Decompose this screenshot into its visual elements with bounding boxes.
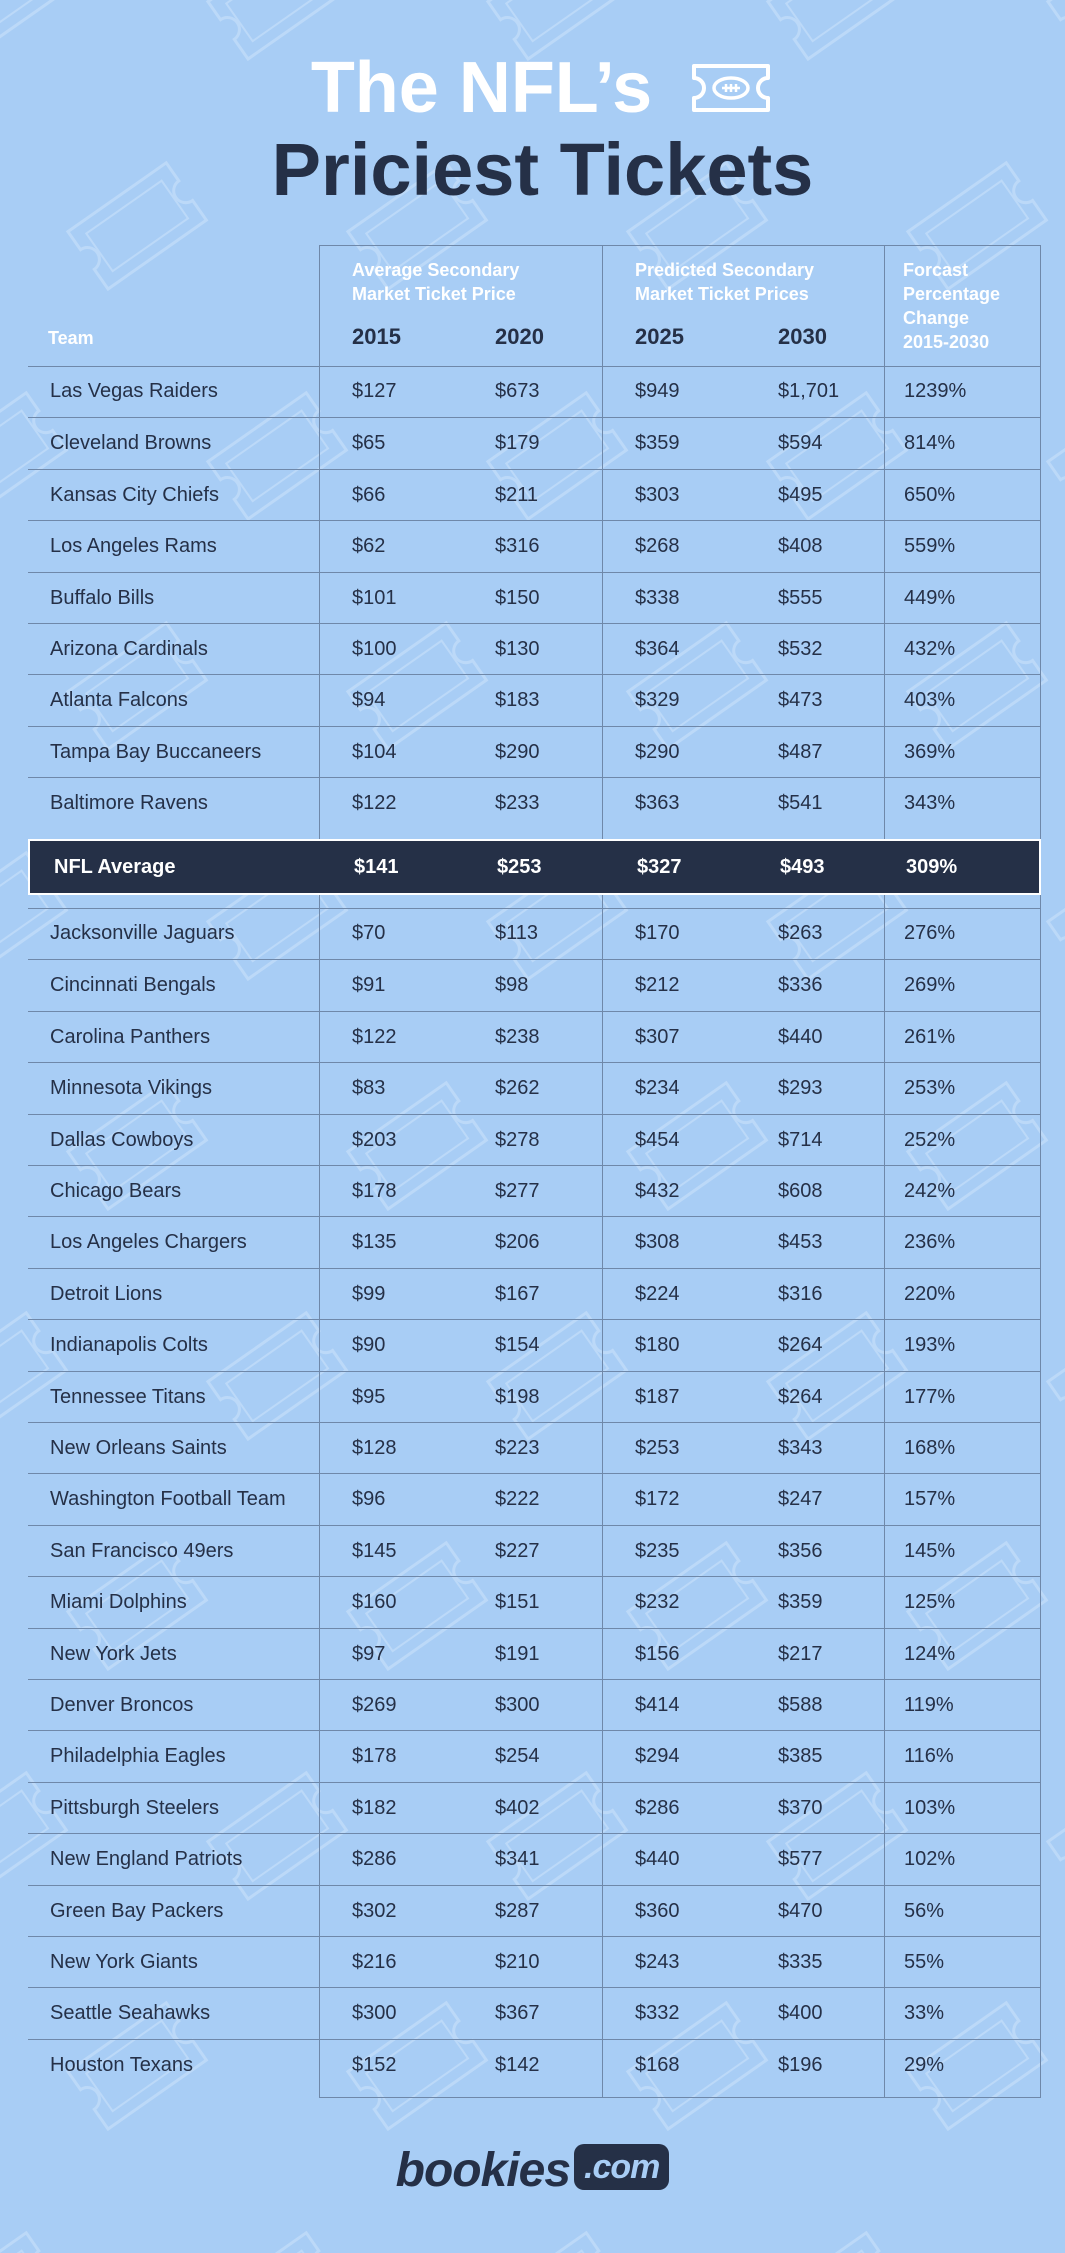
cell-price-2020: $113	[495, 922, 539, 944]
table-row	[0, 908, 1040, 959]
cell-price-2025: $268	[635, 535, 680, 558]
cell-team: Jacksonville Jaguars	[50, 922, 235, 944]
ticket-icon	[688, 62, 774, 114]
cell-price-2030: $588	[778, 1694, 823, 1716]
cell-price-2025: $172	[635, 1488, 680, 1511]
cell-price-2030: $293	[778, 1077, 823, 1100]
cell-price-2025: $440	[635, 1848, 680, 1871]
cell-team: Cleveland Browns	[50, 432, 212, 455]
table-row	[28, 572, 1041, 624]
cell-change: 252%	[904, 1128, 956, 1151]
cell-price-2030: $316	[778, 1282, 823, 1305]
cell-team: Green Bay Packers	[50, 1899, 224, 1922]
cell-price-2030: $408	[778, 535, 823, 558]
cell-price-2015: $96	[352, 1488, 386, 1511]
cell-change: 124%	[904, 1642, 956, 1665]
table-row	[28, 469, 1041, 521]
cell-price-2030: $577	[778, 1848, 823, 1871]
header-year-2025: 2025	[635, 324, 684, 349]
cell-change: 276%	[904, 922, 956, 944]
table-row	[28, 520, 1041, 572]
header-average-price	[352, 258, 519, 306]
cell-price-2025: $303	[635, 483, 680, 506]
cell-change: 261%	[904, 1025, 956, 1048]
table-row	[28, 1833, 1041, 1885]
cell-price-2020: $179	[495, 432, 540, 455]
avg-team: NFL Average	[54, 856, 176, 878]
cell-price-2020: $167	[495, 1282, 540, 1305]
table-row	[28, 1165, 1041, 1217]
cell-price-2025: $338	[635, 586, 680, 609]
cell-price-2020: $210	[495, 1951, 540, 1973]
cell-price-2030: $356	[778, 1539, 823, 1562]
cell-change: 559%	[904, 535, 956, 558]
cell-price-2030: $370	[778, 1796, 823, 1819]
cell-price-2020: $183	[495, 689, 540, 712]
cell-team: Pittsburgh Steelers	[50, 1796, 219, 1819]
table-row	[28, 1576, 1041, 1628]
cell-change: 650%	[904, 483, 956, 506]
cell-team: Los Angeles Chargers	[50, 1231, 247, 1254]
cell-change: 55%	[904, 1951, 945, 1973]
header-predicted-price	[635, 258, 814, 306]
cell-price-2020: $673	[495, 380, 540, 402]
ticket-watermark	[1048, 2233, 1065, 2253]
cell-price-2015: $100	[352, 638, 397, 660]
cell-price-2015: $101	[352, 586, 397, 609]
cell-price-2015: $152	[352, 2053, 397, 2076]
cell-team: New Orleans Saints	[50, 1437, 227, 1459]
cell-change: 33%	[904, 2002, 945, 2025]
table-row	[28, 1473, 1041, 1525]
cell-change: 242%	[904, 1180, 956, 1202]
cell-price-2020: $367	[495, 2002, 540, 2025]
table-row	[28, 674, 1041, 726]
cell-price-2020: $206	[495, 1231, 540, 1254]
cell-team: Tampa Bay Buccaneers	[50, 740, 262, 763]
cell-price-2025: $290	[635, 740, 680, 763]
avg-2025: $327	[637, 856, 682, 878]
cell-price-2030: $263	[778, 922, 823, 944]
cell-price-2020: $154	[495, 1334, 540, 1357]
cell-change: 157%	[904, 1488, 956, 1511]
cell-change: 29%	[904, 2053, 945, 2076]
table-row	[28, 1987, 1041, 2039]
cell-price-2015: $99	[352, 1282, 386, 1305]
table-row	[28, 1371, 1041, 1423]
table-row	[28, 1062, 1041, 1114]
table-row	[28, 417, 1041, 469]
cell-price-2025: $235	[635, 1539, 680, 1562]
avg-2020: $253	[497, 856, 542, 878]
bookies-logo	[0, 2143, 1065, 2198]
cell-team: Las Vegas Raiders	[50, 380, 218, 402]
avg-2015: $141	[354, 856, 399, 878]
cell-price-2015: $122	[352, 1025, 397, 1048]
cell-price-2020: $278	[495, 1128, 540, 1151]
cell-team: New York Jets	[50, 1642, 177, 1665]
cell-price-2025: $414	[635, 1694, 680, 1716]
cell-price-2015: $90	[352, 1334, 386, 1357]
cell-team: Chicago Bears	[50, 1180, 182, 1202]
cell-price-2015: $94	[352, 689, 386, 712]
cell-change: 343%	[904, 792, 956, 815]
ticket-watermark	[0, 2233, 66, 2253]
cell-price-2020: $198	[495, 1385, 540, 1408]
ticket-watermark	[1048, 1313, 1065, 1439]
table-row	[28, 1216, 1041, 1268]
cell-price-2020: $211	[495, 483, 539, 506]
cell-team: Cincinnati Bengals	[50, 974, 216, 997]
header-year-2015: 2015	[352, 324, 401, 349]
cell-change: 145%	[904, 1539, 956, 1562]
table-row	[28, 1782, 1041, 1834]
cell-price-2015: $216	[352, 1951, 397, 1973]
table-row	[28, 1319, 1041, 1371]
header-percentage-change	[903, 258, 1033, 354]
title-line-1-text: The NFL’s	[310, 48, 653, 128]
cell-price-2030: $335	[778, 1951, 823, 1973]
avg-change: 309%	[906, 856, 958, 878]
cell-change: 220%	[904, 1282, 956, 1305]
cell-change: 125%	[904, 1591, 956, 1614]
cell-change: 103%	[904, 1796, 956, 1819]
table-row	[28, 1936, 1041, 1988]
header-year-2030: 2030	[778, 324, 827, 349]
cell-price-2015: $135	[352, 1231, 397, 1254]
cell-price-2015: $286	[352, 1848, 397, 1871]
cell-price-2025: $156	[635, 1642, 680, 1665]
cell-price-2030: $440	[778, 1025, 823, 1048]
cell-team: Tennessee Titans	[50, 1385, 206, 1408]
cell-price-2015: $122	[352, 792, 397, 815]
cell-price-2025: $170	[635, 922, 680, 944]
cell-price-2015: $302	[352, 1899, 397, 1922]
cell-price-2025: $243	[635, 1951, 680, 1973]
page-title	[0, 48, 1065, 212]
cell-price-2020: $254	[495, 1745, 540, 1768]
cell-price-2030: $217	[778, 1642, 823, 1665]
cell-team: Arizona Cardinals	[50, 638, 208, 660]
cell-team: Dallas Cowboys	[50, 1128, 194, 1151]
header-team: Team	[48, 328, 94, 348]
cell-price-2015: $203	[352, 1128, 397, 1151]
cell-price-2020: $130	[495, 638, 540, 660]
cell-price-2030: $608	[778, 1180, 823, 1202]
cell-change: 814%	[904, 432, 956, 455]
cell-price-2030: $714	[778, 1128, 823, 1151]
cell-price-2020: $98	[495, 974, 529, 997]
cell-team: Miami Dolphins	[50, 1591, 187, 1614]
cell-team: Buffalo Bills	[50, 586, 155, 609]
ticket-watermark	[488, 2233, 626, 2253]
cell-team: Philadelphia Eagles	[50, 1745, 226, 1768]
cell-price-2020: $151	[495, 1591, 540, 1614]
cell-price-2015: $91	[352, 974, 386, 997]
cell-price-2025: $308	[635, 1231, 680, 1254]
logo-text: bookies	[395, 2144, 571, 2197]
cell-change: 449%	[904, 586, 956, 609]
cell-price-2015: $145	[352, 1539, 397, 1562]
avg-2030: $493	[780, 856, 825, 878]
cell-price-2015: $95	[352, 1385, 386, 1408]
cell-price-2025: $232	[635, 1591, 680, 1614]
cell-price-2025: $294	[635, 1745, 680, 1768]
table-row	[28, 1525, 1041, 1577]
cell-price-2030: $473	[778, 689, 823, 712]
cell-change: 116%	[904, 1745, 954, 1768]
cell-price-2025: $329	[635, 689, 680, 712]
cell-price-2030: $336	[778, 974, 823, 997]
cell-price-2020: $290	[495, 740, 540, 763]
table-row	[28, 1422, 1041, 1474]
cell-price-2015: $83	[352, 1077, 386, 1100]
cell-price-2020: $287	[495, 1899, 540, 1922]
cell-price-2020: $191	[495, 1642, 540, 1665]
table-row	[28, 1011, 1041, 1063]
table-row	[28, 959, 1041, 1011]
cell-team: Indianapolis Colts	[50, 1334, 208, 1357]
cell-team: Carolina Panthers	[50, 1025, 211, 1048]
cell-price-2025: $360	[635, 1899, 680, 1922]
header-average-price-text: Average Secondary Market Ticket Price	[352, 260, 520, 304]
cell-price-2030: $594	[778, 432, 823, 455]
cell-price-2020: $222	[495, 1488, 540, 1511]
table-row	[28, 1730, 1041, 1782]
cell-price-2030: $400	[778, 2002, 823, 2025]
cell-price-2015: $128	[352, 1437, 397, 1459]
cell-team: San Francisco 49ers	[50, 1539, 234, 1562]
cell-price-2025: $253	[635, 1437, 680, 1459]
table-row	[28, 1679, 1041, 1731]
cell-price-2020: $402	[495, 1796, 540, 1819]
cell-price-2030: $359	[778, 1591, 823, 1614]
lower-divider	[28, 908, 1041, 909]
header-year-2020: 2020	[495, 324, 544, 349]
cell-price-2015: $104	[352, 740, 397, 763]
cell-price-2030: $1,701	[778, 380, 840, 402]
header-divider	[28, 366, 1041, 367]
table-row	[0, 366, 1040, 417]
cell-team: Atlanta Falcons	[50, 689, 188, 712]
cell-price-2015: $70	[352, 922, 386, 944]
cell-price-2025: $234	[635, 1077, 680, 1100]
ticket-watermark	[1048, 853, 1065, 979]
cell-price-2020: $233	[495, 792, 540, 815]
cell-price-2030: $385	[778, 1745, 823, 1768]
cell-price-2020: $223	[495, 1437, 540, 1459]
cell-price-2030: $453	[778, 1231, 823, 1254]
cell-price-2020: $150	[495, 586, 540, 609]
cell-team: New England Patriots	[50, 1848, 243, 1871]
cell-price-2020: $238	[495, 1025, 540, 1048]
cell-price-2015: $178	[352, 1180, 397, 1202]
table-row	[28, 1885, 1041, 1937]
cell-price-2020: $341	[495, 1848, 540, 1871]
cell-price-2030: $470	[778, 1899, 823, 1922]
table-row	[28, 777, 1041, 829]
cell-price-2015: $160	[352, 1591, 397, 1614]
cell-price-2020: $142	[495, 2053, 540, 2076]
cell-team: New York Giants	[50, 1951, 198, 1973]
cell-team: Seattle Seahawks	[50, 2002, 211, 2025]
cell-price-2015: $178	[352, 1745, 397, 1768]
ticket-watermark	[768, 2233, 906, 2253]
cell-change: 1239%	[904, 380, 967, 402]
cell-change: 403%	[904, 689, 956, 712]
table-row	[28, 623, 1041, 675]
cell-price-2025: $949	[635, 380, 680, 402]
nfl-average-row	[28, 839, 1041, 895]
cell-price-2025: $307	[635, 1025, 680, 1048]
cell-change: 253%	[904, 1077, 956, 1100]
cell-team: Detroit Lions	[50, 1282, 163, 1305]
table-row	[28, 2039, 1041, 2091]
cell-price-2025: $212	[635, 974, 680, 997]
cell-price-2025: $168	[635, 2053, 680, 2076]
cell-change: 102%	[904, 1848, 956, 1871]
cell-price-2025: $363	[635, 792, 680, 815]
ticket-watermark	[208, 2233, 346, 2253]
cell-price-2025: $224	[635, 1282, 680, 1305]
cell-price-2025: $432	[635, 1180, 680, 1202]
ticket-watermark	[1048, 1773, 1065, 1899]
cell-team: Kansas City Chiefs	[50, 483, 219, 506]
cell-price-2015: $97	[352, 1642, 386, 1665]
ticket-watermark	[1048, 393, 1065, 519]
cell-price-2020: $277	[495, 1180, 540, 1202]
cell-price-2025: $359	[635, 432, 680, 455]
cell-change: 56%	[904, 1899, 945, 1922]
cell-change: 432%	[904, 638, 956, 660]
cell-price-2030: $487	[778, 740, 823, 763]
title-line-1	[311, 48, 774, 128]
cell-price-2030: $495	[778, 483, 823, 506]
cell-price-2025: $332	[635, 2002, 680, 2025]
cell-price-2015: $127	[352, 380, 397, 402]
cell-price-2030: $555	[778, 586, 823, 609]
cell-team: Houston Texans	[50, 2053, 194, 2076]
cell-price-2020: $262	[495, 1077, 540, 1100]
table-row	[28, 1628, 1041, 1680]
cell-price-2025: $180	[635, 1334, 680, 1357]
cell-team: Washington Football Team	[50, 1488, 286, 1511]
cell-price-2020: $300	[495, 1694, 540, 1716]
cell-price-2025: $454	[635, 1128, 680, 1151]
cell-change: 168%	[904, 1437, 956, 1459]
cell-team: Baltimore Ravens	[50, 792, 208, 815]
cell-price-2030: $343	[778, 1437, 823, 1459]
cell-team: Denver Broncos	[50, 1694, 194, 1716]
cell-price-2025: $364	[635, 638, 680, 660]
cell-team: Los Angeles Rams	[50, 535, 217, 558]
table-row	[28, 726, 1041, 778]
cell-price-2030: $264	[778, 1385, 823, 1408]
cell-price-2025: $187	[635, 1385, 680, 1408]
cell-price-2015: $62	[352, 535, 386, 558]
cell-price-2030: $196	[778, 2053, 823, 2076]
cell-price-2020: $227	[495, 1539, 540, 1562]
cell-price-2015: $300	[352, 2002, 397, 2025]
logo-suffix: .com	[574, 2144, 669, 2190]
title-line-2: Priciest Tickets	[271, 128, 814, 211]
cell-price-2030: $541	[778, 792, 823, 815]
cell-price-2020: $316	[495, 535, 540, 558]
cell-change: 369%	[904, 740, 956, 763]
cell-price-2030: $247	[778, 1488, 823, 1511]
cell-price-2015: $269	[352, 1694, 397, 1716]
cell-change: 177%	[904, 1385, 956, 1408]
cell-change: 236%	[904, 1231, 956, 1254]
cell-price-2025: $286	[635, 1796, 680, 1819]
cell-price-2015: $66	[352, 483, 386, 506]
cell-price-2030: $532	[778, 638, 823, 660]
cell-change: 193%	[904, 1334, 956, 1357]
table-row	[28, 1268, 1041, 1320]
cell-change: 119%	[904, 1694, 954, 1716]
table-row	[28, 1114, 1041, 1166]
cell-team: Minnesota Vikings	[50, 1077, 212, 1100]
header-predicted-price-text: Predicted Secondary Market Ticket Prices	[635, 260, 815, 304]
cell-price-2015: $65	[352, 432, 386, 455]
header-percentage-change-text: Forcast Percentage Change 2015-2030	[903, 260, 1001, 352]
cell-price-2030: $264	[778, 1334, 823, 1357]
cell-price-2015: $182	[352, 1796, 397, 1819]
cell-change: 269%	[904, 974, 956, 997]
